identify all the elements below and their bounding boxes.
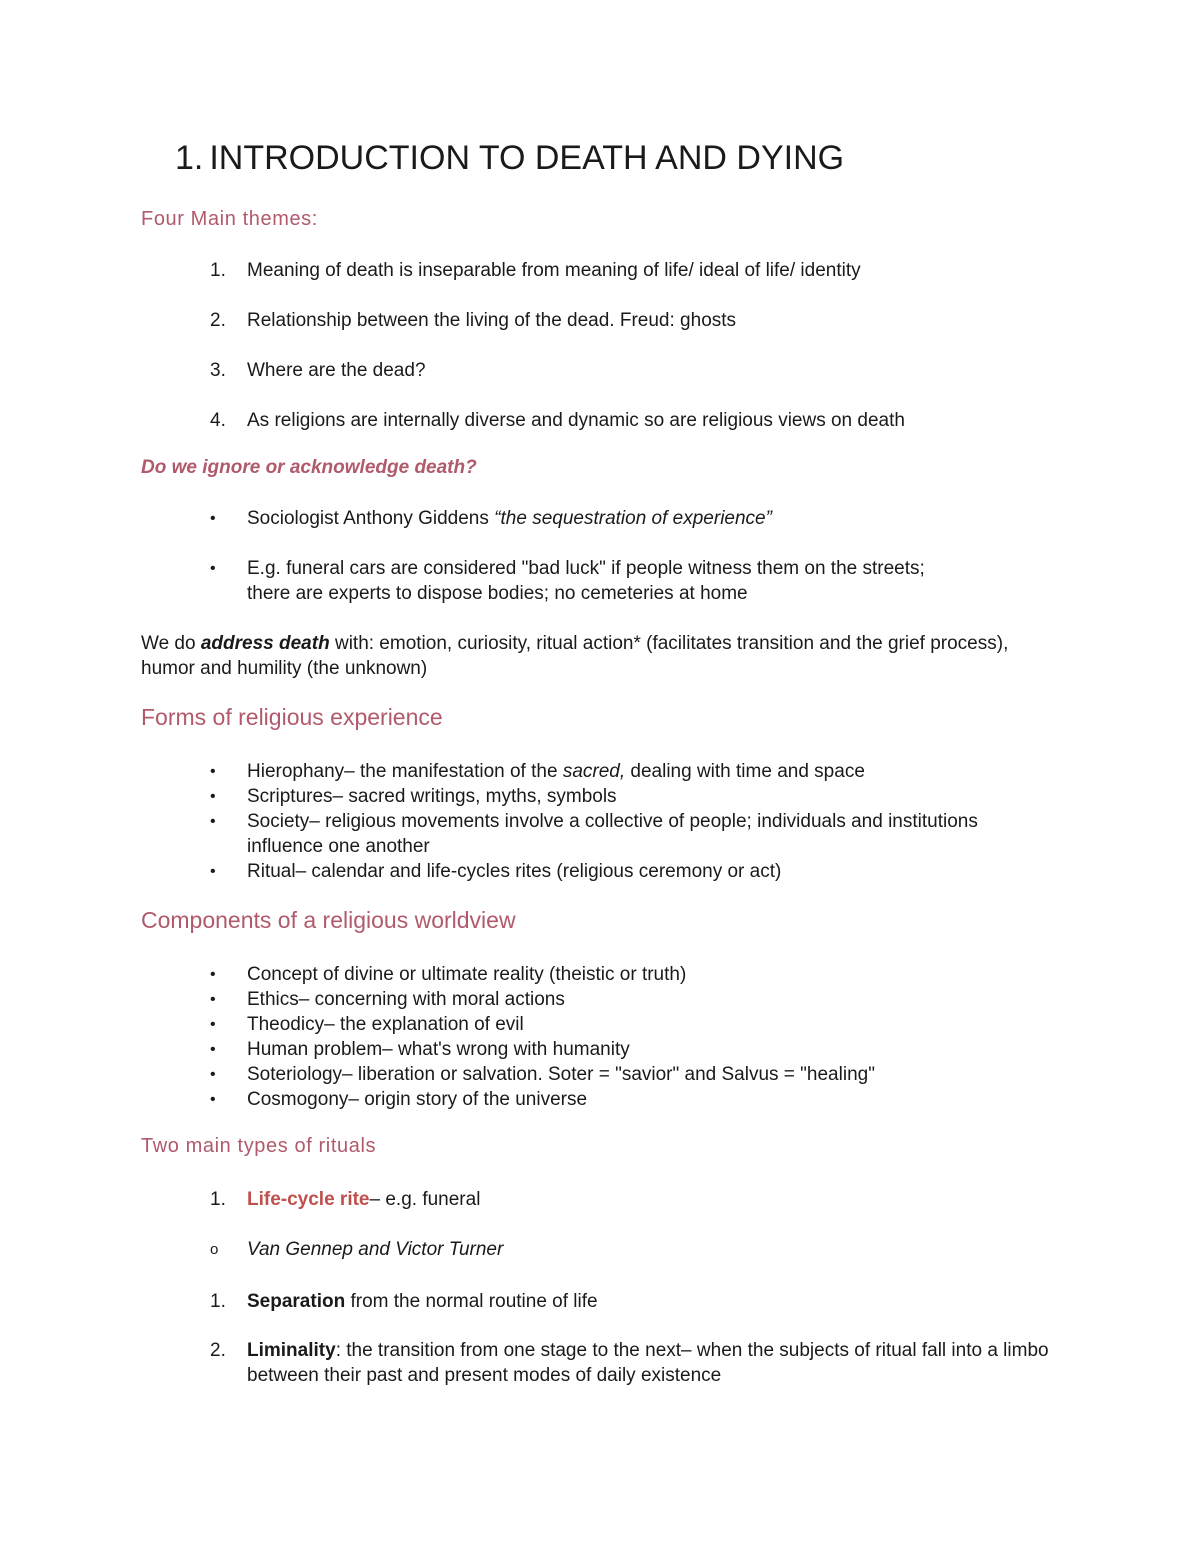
component-text: Cosmogony– origin story of the universe: [247, 1089, 588, 1110]
question-heading: Do we ignore or acknowledge death?: [141, 457, 477, 478]
list-number: 1.: [210, 260, 226, 281]
component-text: Soteriology– liberation or salvation. Soter = "savior" and Salvus = "healing": [247, 1064, 875, 1085]
liminality-label: Liminality: [247, 1340, 336, 1361]
funeral-cars-line1: E.g. funeral cars are considered "bad luck" if people witness them on the streets;: [247, 558, 925, 579]
bullet-marker: •: [210, 1066, 216, 1083]
component-text: Human problem– what's wrong with humanity: [247, 1039, 630, 1060]
address-post: with: emotion, curiosity, ritual action* (facilitates transition and the grief process), humor and humility (the unknown): [141, 633, 1009, 679]
component-text: Ethics– concerning with moral actions: [247, 989, 565, 1010]
title-text: INTRODUCTION TO DEATH AND DYING: [209, 139, 845, 177]
bullet-marker: •: [210, 510, 216, 527]
scriptures-text: Scriptures– sacred writings, myths, symbols: [247, 786, 617, 807]
bullet-marker: •: [210, 991, 216, 1008]
component-text: Theodicy– the explanation of evil: [247, 1014, 524, 1035]
address-death-emphasis: address death: [200, 633, 330, 654]
bullet-marker: •: [210, 788, 216, 805]
separation-label: Separation: [247, 1291, 346, 1312]
hierophany-text: Hierophany– the manifestation of the: [247, 761, 563, 782]
bullet-marker: •: [210, 763, 216, 780]
bullet-marker: •: [210, 863, 216, 880]
bullet-marker: •: [210, 560, 216, 577]
address-paragraph: [141, 631, 1051, 681]
giddens-quote: “the sequestration of experience”: [494, 508, 772, 529]
life-cycle-rite-rest: – e.g. funeral: [369, 1189, 481, 1210]
list-number: 2.: [210, 1340, 226, 1361]
bullet-marker: •: [210, 813, 216, 830]
address-pre: We do: [141, 633, 201, 654]
theme-text: Meaning of death is inseparable from meaning of life/ ideal of life/ identity: [247, 260, 861, 281]
ritual-text: Ritual– calendar and life-cycles rites (religious ceremony or act): [247, 861, 782, 882]
components-heading: Components of a religious worldview: [141, 907, 516, 933]
giddens-text: Sociologist Anthony Giddens: [247, 508, 495, 529]
liminality-rest: : the transition from one stage to the next– when the subjects of ritual fall into a limbo between their past and present modes of daily existence: [247, 1340, 1049, 1386]
page-title: [175, 139, 844, 178]
gennep-turner-text: Van Gennep and Victor Turner: [247, 1239, 504, 1260]
list-number: 2.: [210, 310, 226, 331]
hierophany-rest: dealing with time and space: [625, 761, 865, 782]
funeral-cars-line2: there are experts to dispose bodies; no cemeteries at home: [247, 583, 748, 604]
theme-text: Relationship between the living of the dead. Freud: ghosts: [247, 310, 737, 331]
rituals-heading: Two main types of rituals: [141, 1135, 377, 1157]
list-number: 4.: [210, 410, 226, 431]
component-text: Concept of divine or ultimate reality (theistic or truth): [247, 964, 687, 985]
bullet-marker: •: [210, 1016, 216, 1033]
bullet-marker: •: [210, 966, 216, 983]
theme-text: Where are the dead?: [247, 360, 426, 381]
separation-rest: from the normal routine of life: [345, 1291, 598, 1312]
sacred-italic: sacred,: [562, 761, 626, 782]
list-number: 3.: [210, 360, 226, 381]
bullet-marker: •: [210, 1041, 216, 1058]
title-number: 1.: [175, 139, 204, 177]
theme-text: As religions are internally diverse and dynamic so are religious views on death: [247, 410, 905, 431]
themes-heading: Four Main themes:: [141, 208, 318, 230]
circle-marker: o: [210, 1241, 219, 1258]
forms-heading: Forms of religious experience: [141, 704, 443, 730]
list-number: 1.: [210, 1189, 226, 1210]
life-cycle-rite-label: Life-cycle rite: [247, 1189, 370, 1210]
list-number: 1.: [210, 1291, 226, 1312]
bullet-marker: •: [210, 1091, 216, 1108]
society-text: Society– religious movements involve a collective of people; individuals and institutions influence one another: [247, 811, 978, 857]
